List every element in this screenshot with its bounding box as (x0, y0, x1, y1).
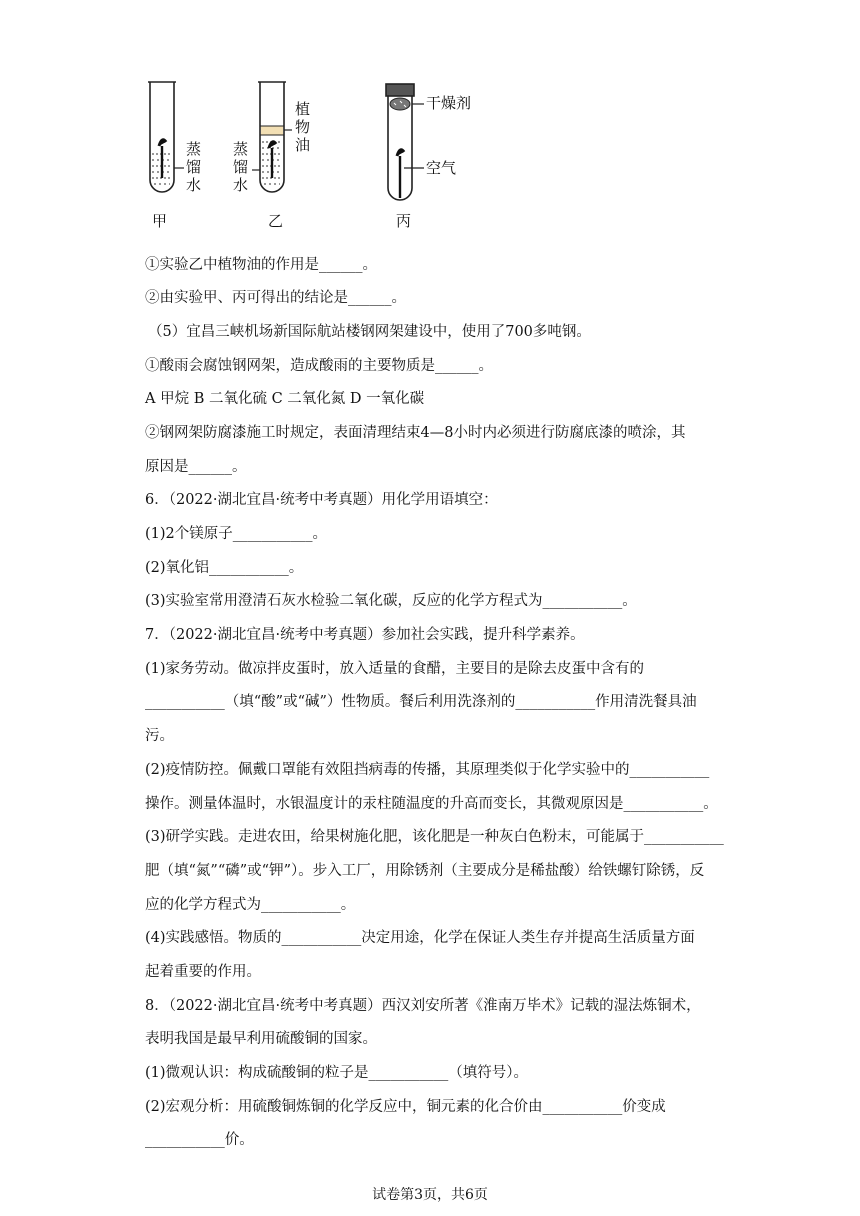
text-line: ②钢网架防腐漆施工时规定，表面清理结束4—8小时内必须进行防腐底漆的喷涂，其 (145, 425, 686, 441)
tube-jia-caption: 甲 (152, 212, 168, 230)
text-line: 操作。测量体温时，水银温度计的汞柱随温度的升高而变长，其微观原因是___________。 (145, 796, 718, 812)
text-line: 应的化学方程式为___________。 (145, 897, 356, 913)
text-line: A 甲烷 B 二氧化硫 C 二氧化氮 D 一氧化碳 (145, 391, 425, 407)
text-line: (3)研学实践。走进农田，给果树施化肥，该化肥是一种灰白色粉末，可能属于___________ (145, 829, 724, 845)
text-line: (3)实验室常用澄清石灰水检验二氧化碳，反应的化学方程式为___________。 (145, 593, 637, 609)
question-8-heading: 8．（2022·湖北宜昌·统考中考真题）西汉刘安所著《淮南万毕术》记载的湿法炼铜术， (145, 998, 701, 1014)
tube-jia-label: 蒸馏水 (186, 140, 202, 194)
text-line: 原因是______。 (145, 459, 247, 475)
text-line: 起着重要的作用。 (145, 964, 261, 980)
text-line: ①酸雨会腐蚀钢网架，造成酸雨的主要物质是______。 (145, 358, 493, 374)
tube-jia (148, 82, 184, 192)
text-line: (2)宏观分析：用硫酸铜炼铜的化学反应中，铜元素的化合价由___________价变成 (145, 1099, 666, 1115)
question-6-heading: 6．（2022·湖北宜昌·统考中考真题）用化学用语填空： (145, 492, 498, 508)
tube-yi-top-label: 植物油 (295, 100, 311, 154)
text-line: (1)2个镁原子___________。 (145, 526, 328, 542)
tube-yi (252, 82, 292, 192)
text-line: ___________（填“酸”或“碱”）性物质。餐后利用洗涤剂的___________作用清洗餐具油 (145, 694, 697, 710)
text-line: ___________价。 (145, 1132, 254, 1148)
text-line: (2)疫情防控。佩戴口罩能有效阻挡病毒的传播，其原理类似于化学实验中的___________ (145, 762, 710, 778)
tube-yi-label: 蒸馏水 (233, 140, 249, 194)
page-footer: 试卷第3页，共6页 (372, 1187, 488, 1203)
text-line: （5）宜昌三峡机场新国际航站楼钢网架建设中，使用了700多吨钢。 (148, 324, 591, 340)
text-line: 表明我国是最早利用硫酸铜的国家。 (145, 1031, 377, 1047)
desiccant-label: 干燥剂 (426, 94, 472, 112)
question-7-heading: 7．（2022·湖北宜昌·统考中考真题）参加社会实践，提升科学素养。 (145, 627, 585, 643)
text-line: (1)家务劳动。做凉拌皮蛋时，放入适量的食醋，主要目的是除去皮蛋中含有的 (145, 661, 645, 677)
text-line: (4)实践感悟。物质的___________决定用途，化学在保证人类生存并提高生活质量方面 (145, 930, 695, 946)
tube-yi-caption: 乙 (268, 212, 284, 230)
text-line: (2)氧化铝___________。 (145, 560, 304, 576)
tube-bing-caption: 丙 (396, 212, 412, 230)
tube-bing (386, 84, 424, 200)
text-line: ①实验乙中植物油的作用是______。 (145, 257, 377, 273)
text-line: 肥（填“氮”“磷”或“钾”）。步入工厂，用除锈剂（主要成分是稀盐酸）给铁螺钉除锈，反 (145, 863, 705, 879)
text-line: (1)微观认识：构成硫酸铜的粒子是___________（填符号）。 (145, 1065, 529, 1081)
air-label: 空气 (426, 159, 457, 177)
text-line: ②由实验甲、丙可得出的结论是______。 (145, 290, 406, 306)
text-line: 污。 (145, 728, 174, 744)
experiment-figure (140, 70, 500, 240)
